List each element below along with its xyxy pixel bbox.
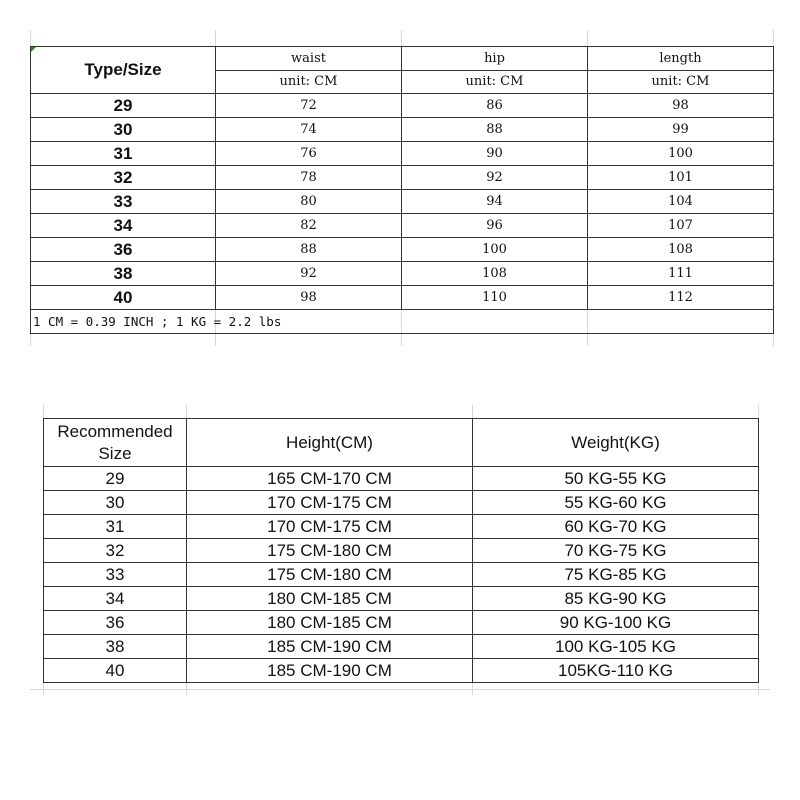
recommended-size-table bbox=[43, 418, 759, 683]
size-cell: 29 bbox=[31, 94, 216, 118]
length-cell: 112 bbox=[588, 286, 774, 310]
table-row bbox=[31, 238, 774, 262]
weight-range-cell: 100 KG-105 KG bbox=[473, 635, 759, 659]
table-row bbox=[31, 190, 774, 214]
recommended-size-cell: 30 bbox=[44, 491, 187, 515]
table-row bbox=[31, 166, 774, 190]
table-row bbox=[31, 94, 774, 118]
table-row bbox=[44, 563, 759, 587]
length-cell: 100 bbox=[588, 142, 774, 166]
table-row bbox=[31, 286, 774, 310]
weight-header: Weight(KG) bbox=[473, 419, 759, 467]
table-row bbox=[44, 515, 759, 539]
length-cell: 99 bbox=[588, 118, 774, 142]
height-range-cell: 185 CM-190 CM bbox=[187, 635, 473, 659]
height-header: Height(CM) bbox=[187, 419, 473, 467]
waist-cell: 82 bbox=[216, 214, 402, 238]
gridline bbox=[30, 689, 770, 690]
recommended-size-chart bbox=[43, 418, 759, 683]
height-range-cell: 170 CM-175 CM bbox=[187, 515, 473, 539]
recommended-size-cell: 40 bbox=[44, 659, 187, 683]
recommended-size-cell: 29 bbox=[44, 467, 187, 491]
table-row bbox=[44, 635, 759, 659]
length-cell: 101 bbox=[588, 166, 774, 190]
hip-cell: 92 bbox=[402, 166, 588, 190]
table-row bbox=[44, 611, 759, 635]
waist-cell: 98 bbox=[216, 286, 402, 310]
weight-range-cell: 70 KG-75 KG bbox=[473, 539, 759, 563]
hip-cell: 86 bbox=[402, 94, 588, 118]
waist-cell: 78 bbox=[216, 166, 402, 190]
hip-cell: 96 bbox=[402, 214, 588, 238]
recommended-size-cell: 32 bbox=[44, 539, 187, 563]
table-row bbox=[44, 491, 759, 515]
table-row bbox=[44, 539, 759, 563]
length-header: length bbox=[588, 47, 774, 71]
conversion-note: 1 CM = 0.39 INCH ; 1 KG = 2.2 lbs bbox=[31, 310, 774, 334]
waist-cell: 88 bbox=[216, 238, 402, 262]
weight-range-cell: 90 KG-100 KG bbox=[473, 611, 759, 635]
height-range-cell: 170 CM-175 CM bbox=[187, 491, 473, 515]
hip-cell: 110 bbox=[402, 286, 588, 310]
length-cell: 104 bbox=[588, 190, 774, 214]
weight-range-cell: 50 KG-55 KG bbox=[473, 467, 759, 491]
height-range-cell: 175 CM-180 CM bbox=[187, 563, 473, 587]
table-row bbox=[31, 214, 774, 238]
length-cell: 111 bbox=[588, 262, 774, 286]
size-cell: 32 bbox=[31, 166, 216, 190]
hip-cell: 108 bbox=[402, 262, 588, 286]
recommended-size-cell: 31 bbox=[44, 515, 187, 539]
height-range-cell: 185 CM-190 CM bbox=[187, 659, 473, 683]
recommended-size-cell: 38 bbox=[44, 635, 187, 659]
waist-cell: 92 bbox=[216, 262, 402, 286]
hip-cell: 90 bbox=[402, 142, 588, 166]
height-range-cell: 180 CM-185 CM bbox=[187, 611, 473, 635]
weight-range-cell: 85 KG-90 KG bbox=[473, 587, 759, 611]
size-cell: 31 bbox=[31, 142, 216, 166]
table-row bbox=[31, 142, 774, 166]
waist-cell: 76 bbox=[216, 142, 402, 166]
type-size-header: Type/Size bbox=[31, 47, 216, 94]
waist-cell: 74 bbox=[216, 118, 402, 142]
height-range-cell: 175 CM-180 CM bbox=[187, 539, 473, 563]
hip-cell: 94 bbox=[402, 190, 588, 214]
size-chart-table bbox=[30, 46, 774, 334]
length-cell: 108 bbox=[588, 238, 774, 262]
length-cell: 98 bbox=[588, 94, 774, 118]
size-cell: 36 bbox=[31, 238, 216, 262]
size-cell: 30 bbox=[31, 118, 216, 142]
table-row bbox=[44, 467, 759, 491]
weight-range-cell: 55 KG-60 KG bbox=[473, 491, 759, 515]
waist-unit: unit: CM bbox=[216, 70, 402, 94]
size-cell: 38 bbox=[31, 262, 216, 286]
height-range-cell: 165 CM-170 CM bbox=[187, 467, 473, 491]
waist-cell: 80 bbox=[216, 190, 402, 214]
recommended-size-header: Recommended Size bbox=[44, 419, 187, 467]
table-row bbox=[31, 118, 774, 142]
table-row bbox=[44, 587, 759, 611]
recommended-size-cell: 34 bbox=[44, 587, 187, 611]
recommended-size-cell: 36 bbox=[44, 611, 187, 635]
size-cell: 33 bbox=[31, 190, 216, 214]
hip-unit: unit: CM bbox=[402, 70, 588, 94]
length-cell: 107 bbox=[588, 214, 774, 238]
length-unit: unit: CM bbox=[588, 70, 774, 94]
recommended-size-cell: 33 bbox=[44, 563, 187, 587]
height-range-cell: 180 CM-185 CM bbox=[187, 587, 473, 611]
table-row bbox=[31, 262, 774, 286]
weight-range-cell: 105KG-110 KG bbox=[473, 659, 759, 683]
size-cell: 40 bbox=[31, 286, 216, 310]
size-chart bbox=[30, 46, 774, 334]
hip-header: hip bbox=[402, 47, 588, 71]
hip-cell: 100 bbox=[402, 238, 588, 262]
waist-header: waist bbox=[216, 47, 402, 71]
hip-cell: 88 bbox=[402, 118, 588, 142]
waist-cell: 72 bbox=[216, 94, 402, 118]
weight-range-cell: 75 KG-85 KG bbox=[473, 563, 759, 587]
weight-range-cell: 60 KG-70 KG bbox=[473, 515, 759, 539]
table-row bbox=[44, 659, 759, 683]
size-cell: 34 bbox=[31, 214, 216, 238]
